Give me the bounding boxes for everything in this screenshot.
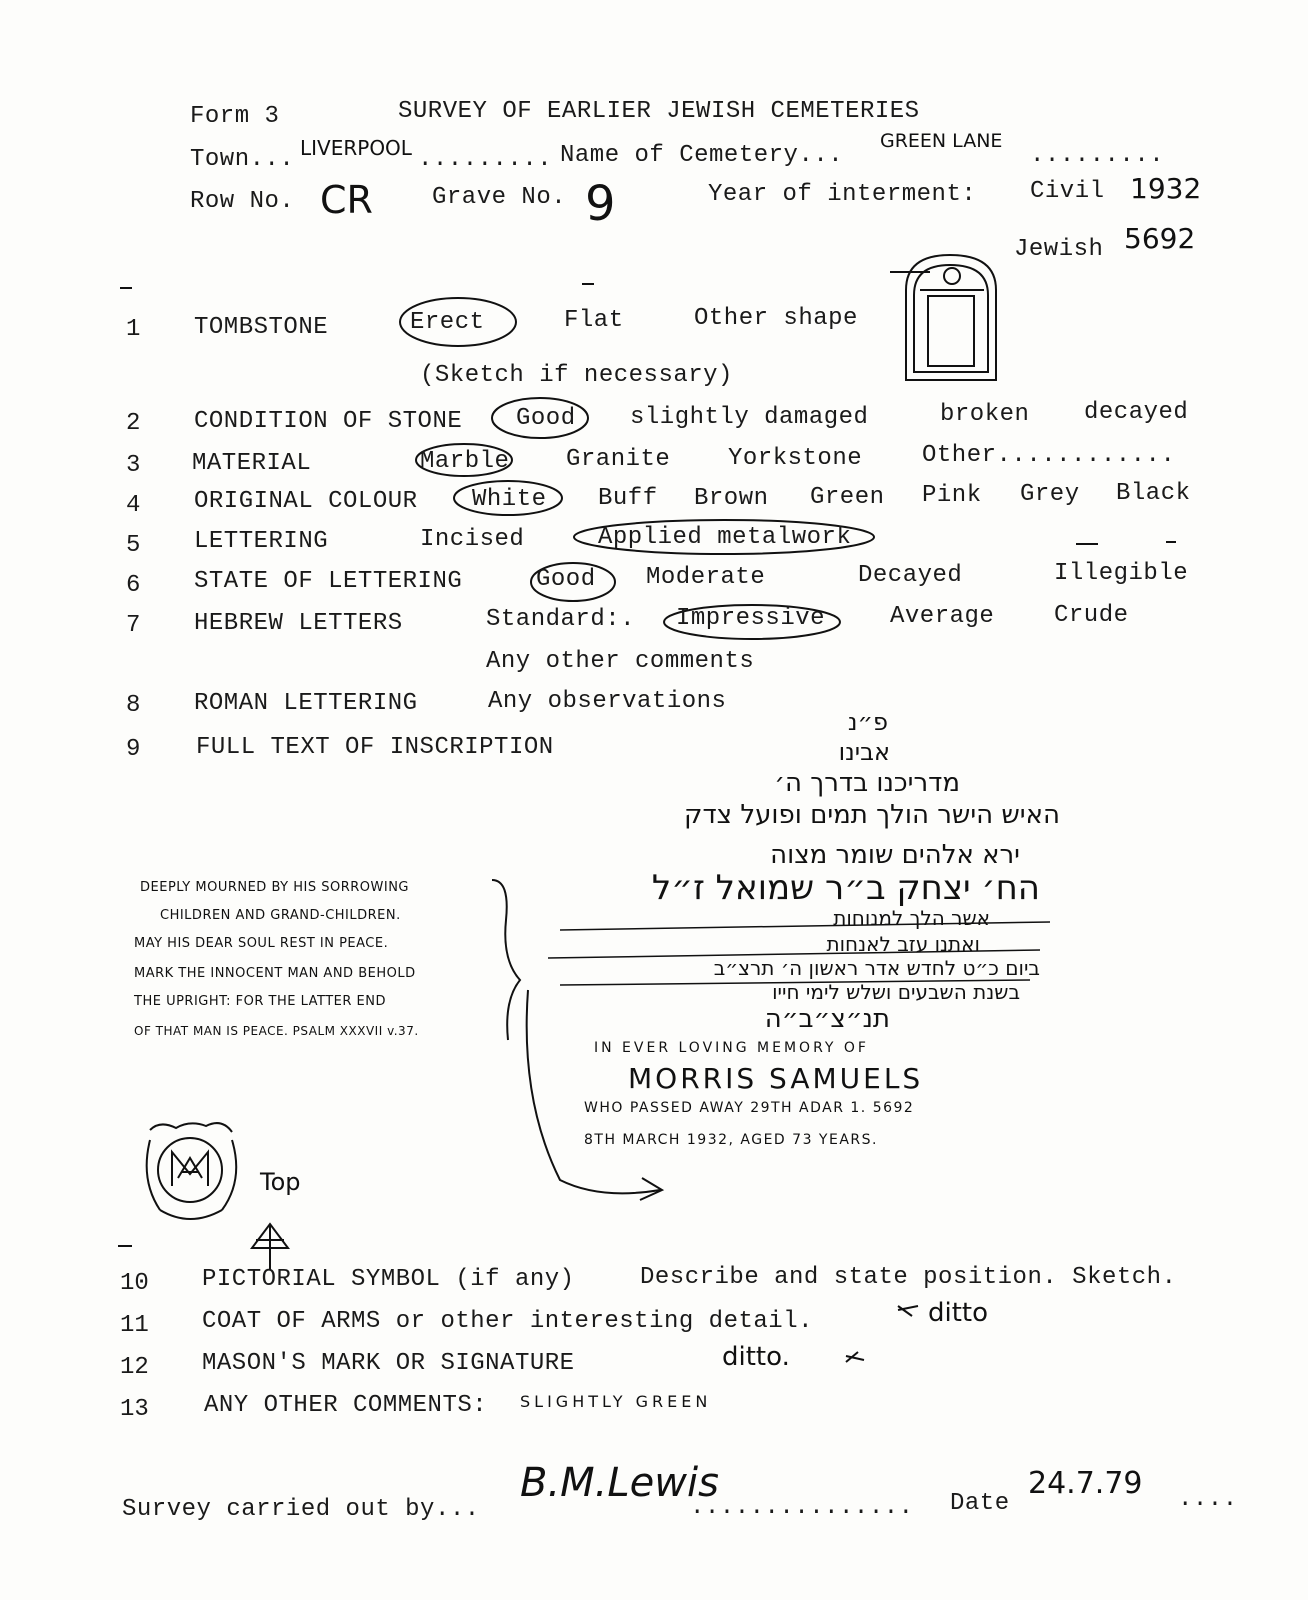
civil-value[interactable]: 1932 xyxy=(1130,172,1202,205)
good-option[interactable]: Good xyxy=(516,405,576,432)
survey-label: Survey carried out by... xyxy=(122,1496,480,1523)
form-number: Form 3 xyxy=(190,103,280,130)
lettering-label: LETTERING xyxy=(194,528,329,555)
full-text-label: FULL TEXT OF INSCRIPTION xyxy=(196,734,554,761)
impressive-option[interactable]: Impressive xyxy=(676,605,826,632)
surveyor-signature[interactable]: B.M.Lewis xyxy=(520,1460,719,1506)
coat-label: COAT OF ARMS or other interesting detail. xyxy=(202,1308,813,1335)
inscription-name-hebrew: הח׳ יצחק ב״ר שמואל ז״ל xyxy=(651,868,1040,908)
top-label: Top xyxy=(260,1168,301,1196)
applied-metalwork-option[interactable]: Applied metalwork xyxy=(598,524,852,551)
date-value[interactable]: 24.7.79 xyxy=(1028,1466,1143,1501)
town-value[interactable]: LIVERPOOL xyxy=(300,136,412,160)
good-lettering-option[interactable]: Good xyxy=(536,566,596,593)
inscription-line: האיש הישר הולך תמים ופועל צדק xyxy=(684,800,1060,830)
inscription-line: אבינו xyxy=(838,738,890,766)
crude-option[interactable]: Crude xyxy=(1054,602,1129,629)
inscription-line: ירא אלהים שומר מצוה xyxy=(770,840,1020,870)
cemetery-dots: ......... xyxy=(1030,142,1165,169)
cemetery-label: Name of Cemetery... xyxy=(560,142,844,169)
incised-option[interactable]: Incised xyxy=(420,526,525,553)
item-number: 6 xyxy=(126,572,141,599)
material-label: MATERIAL xyxy=(192,450,312,477)
other-material-option[interactable]: Other............ xyxy=(922,442,1176,469)
left-note-line: OF THAT MAN IS PEACE. PSALM XXXVII v.37. xyxy=(134,1024,419,1038)
grave-value[interactable]: 9 xyxy=(585,176,616,232)
inscription-line: פ״נ xyxy=(847,708,888,736)
jewish-label: Jewish xyxy=(1014,236,1104,263)
hebrew-letters-label: HEBREW LETTERS xyxy=(194,610,403,637)
brown-option[interactable]: Brown xyxy=(694,485,769,512)
item-number: 1 xyxy=(126,316,141,343)
town-dots: ......... xyxy=(418,146,553,173)
town-label: Town... xyxy=(190,146,295,173)
illegible-option[interactable]: Illegible xyxy=(1054,560,1189,587)
state-label: STATE OF LETTERING xyxy=(194,568,463,595)
roman-lettering-label: ROMAN LETTERING xyxy=(194,690,418,717)
tombstone-sketch-icon xyxy=(890,255,996,380)
item-number: 5 xyxy=(126,532,141,559)
green-option[interactable]: Green xyxy=(810,484,885,511)
granite-option[interactable]: Granite xyxy=(566,446,671,473)
left-note-line: MAY HIS DEAR SOUL REST IN PEACE. xyxy=(134,936,389,951)
average-option[interactable]: Average xyxy=(890,603,995,630)
inscription-line: תנ״צ״ב״ה xyxy=(764,1004,890,1034)
civil-label: Civil xyxy=(1030,178,1105,205)
coat-value[interactable]: ditto xyxy=(928,1298,989,1328)
marble-option[interactable]: Marble xyxy=(420,448,510,475)
inscription-english-line: IN EVER LOVING MEMORY OF xyxy=(594,1040,869,1056)
mason-label: MASON'S MARK OR SIGNATURE xyxy=(202,1350,575,1377)
observations-label: Any observations xyxy=(488,688,727,715)
condition-label: CONDITION OF STONE xyxy=(194,408,463,435)
broken-option[interactable]: broken xyxy=(940,401,1030,428)
white-option[interactable]: White xyxy=(472,486,547,513)
date-label: Date xyxy=(950,1490,1010,1517)
year-label: Year of interment: xyxy=(708,181,977,208)
inscription-english-line: WHO PASSED AWAY 29TH ADAR 1. 5692 xyxy=(584,1100,915,1116)
black-option[interactable]: Black xyxy=(1116,480,1191,507)
inscription-line: מדריכנו בדרך ה׳ xyxy=(774,768,960,798)
grave-label: Grave No. xyxy=(432,184,567,211)
mason-value[interactable]: ditto. xyxy=(722,1342,790,1372)
item-number: 2 xyxy=(126,410,141,437)
other-shape-option[interactable]: Other shape xyxy=(694,305,858,332)
left-note-line: CHILDREN AND GRAND-CHILDREN. xyxy=(160,908,401,923)
left-note-line: THE UPRIGHT: FOR THE LATTER END xyxy=(134,994,387,1009)
slightly-damaged-option[interactable]: slightly damaged xyxy=(630,404,869,431)
erect-option[interactable]: Erect xyxy=(410,309,485,336)
pink-option[interactable]: Pink xyxy=(922,482,982,509)
standard-label: Standard:. xyxy=(486,606,636,633)
decayed-lettering-option[interactable]: Decayed xyxy=(858,562,963,589)
row-value[interactable]: CR xyxy=(320,178,373,222)
item-number: 4 xyxy=(126,492,141,519)
item-number: 11 xyxy=(120,1312,149,1339)
cemetery-value[interactable]: GREEN LANE xyxy=(880,130,1003,152)
date-dots: .... xyxy=(1178,1486,1238,1513)
inscription-line: אשר הלך למנוחות xyxy=(833,906,990,930)
inscription-line: בשנת השבעים ושלש לימי חייו xyxy=(772,980,1020,1004)
row-label: Row No. xyxy=(190,188,295,215)
grey-option[interactable]: Grey xyxy=(1020,481,1080,508)
left-note-line: DEEPLY MOURNED BY HIS SORROWING xyxy=(140,880,409,895)
tombstone-label: TOMBSTONE xyxy=(194,314,329,341)
item-number: 7 xyxy=(126,612,141,639)
other-comments-label: Any other comments xyxy=(486,648,755,675)
inscription-english-line: 8TH MARCH 1932, AGED 73 YEARS. xyxy=(584,1132,878,1148)
sketch-note: (Sketch if necessary) xyxy=(420,362,733,389)
left-note-line: MARK THE INNOCENT MAN AND BEHOLD xyxy=(134,966,416,981)
moderate-option[interactable]: Moderate xyxy=(646,564,766,591)
flat-option[interactable]: Flat xyxy=(564,307,624,334)
form-title: SURVEY OF EARLIER JEWISH CEMETERIES xyxy=(398,98,920,125)
colour-label: ORIGINAL COLOUR xyxy=(194,488,418,515)
item-number: 9 xyxy=(126,736,141,763)
describe-label: Describe and state position. Sketch. xyxy=(640,1264,1177,1291)
item-number: 8 xyxy=(126,692,141,719)
emblem-sketch-icon xyxy=(147,1123,237,1219)
buff-option[interactable]: Buff xyxy=(598,485,658,512)
yorkstone-option[interactable]: Yorkstone xyxy=(728,445,863,472)
comments-label: ANY OTHER COMMENTS: xyxy=(204,1392,488,1419)
item-number: 10 xyxy=(120,1270,149,1297)
item-number: 13 xyxy=(120,1396,149,1423)
decayed-option[interactable]: decayed xyxy=(1084,399,1189,426)
comments-value[interactable]: SLIGHTLY GREEN xyxy=(520,1392,712,1411)
survey-dots: ............... xyxy=(690,1494,914,1521)
item-number: 12 xyxy=(120,1354,149,1381)
tree-symbol-icon xyxy=(252,1224,288,1270)
inscription-line: ביום כ״ט לחדש אדר ראשון ה׳ תרצ״ב xyxy=(713,956,1040,980)
inscription-english-name: MORRIS SAMUELS xyxy=(628,1062,924,1095)
jewish-value[interactable]: 5692 xyxy=(1124,222,1196,255)
item-number: 3 xyxy=(126,452,141,479)
inscription-line: ואתנו עזב לאנחות xyxy=(826,932,980,956)
pictorial-label: PICTORIAL SYMBOL (if any) xyxy=(202,1266,575,1293)
